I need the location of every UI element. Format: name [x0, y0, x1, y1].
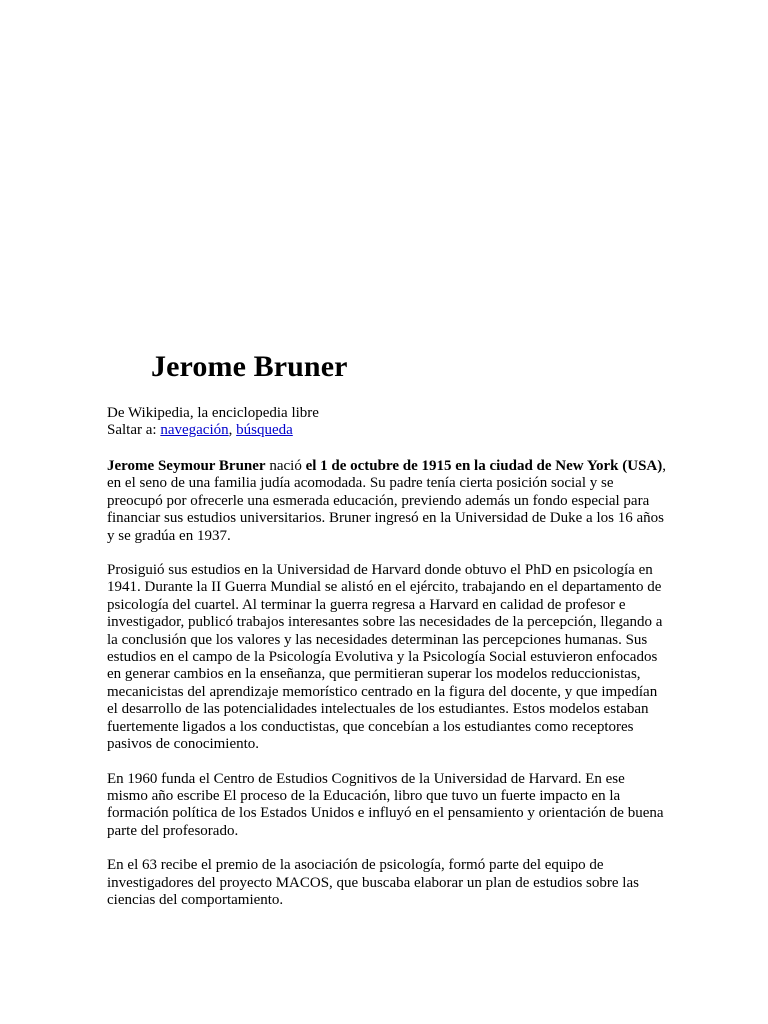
paragraph-1960: En 1960 funda el Centro de Estudios Cognitivos de la Universidad de Harvard. En ese mismo año escribe El proceso de la Educación, libro que tuvo un fuerte impacto en la formación política de los Estados Unidos e influyó en el pensamiento y orientación de buena parte del profesorado.	[107, 770, 664, 839]
navigation-link[interactable]: navegación	[160, 422, 229, 438]
full-name: Jerome Seymour Bruner	[107, 458, 266, 474]
source-line: De Wikipedia, la enciclopedia libre	[107, 405, 319, 421]
paragraph-birth	[107, 458, 667, 545]
p1-text-a: nació	[265, 458, 306, 474]
article-title: Jerome Bruner	[151, 350, 348, 383]
paragraph-harvard: Prosiguió sus estudios en la Universidad de Harvard donde obtuvo el PhD en psicología en 1941. Durante la II Guerra Mundial se alistó en el ejército, trabajando en el departamento de psicología del cuartel. Al terminar la guerra regresa a Harvard en calidad de profesor e investigador, publicó trabajos interesantes sobre las necesidades de la percepción, llegando a la conclusión que los valores y las necesidades determinan las percepciones humanas. Sus estudios en el campo de la Psicología Evolutiva y la Psicología Social estuvieron enfocados en generar cambios en la enseñanza, que permitieran superar los modelos reduccionistas, mecanicistas del aprendizaje memorístico centrado en la figura del docente, y que impedían el desarrollo de las potencialidades intelectuales de los estudiantes. Estos modelos estaban fuertemente ligados a los conductistas, que concebían a los estudiantes como receptores pasivos de conocimiento.	[107, 562, 663, 753]
document-page	[107, 348, 667, 926]
p1-text-b: , en el seno de una familia judía acomodada. Su padre tenía cierta posición social y se preocupó por ofrecerle una esmerada educación, previendo además un fondo especial para financiar sus estudios universitarios. Bruner ingresó en la Universidad de Duke a los 16 años y se gradúa en 1937.	[107, 458, 666, 544]
jump-prefix: Saltar a:	[107, 422, 161, 438]
search-link[interactable]: búsqueda	[236, 422, 293, 438]
paragraph-macos: En el 63 recibe el premio de la asociación de psicología, formó parte del equipo de investigadores del proyecto MACOS, que buscaba elaborar un plan de estudios sobre las ciencias del comportamiento.	[107, 857, 639, 908]
birth-date-place: el 1 de octubre de 1915 en la ciudad de New York (USA)	[305, 458, 663, 474]
jump-separator: ,	[228, 422, 237, 438]
jump-links	[107, 422, 667, 439]
